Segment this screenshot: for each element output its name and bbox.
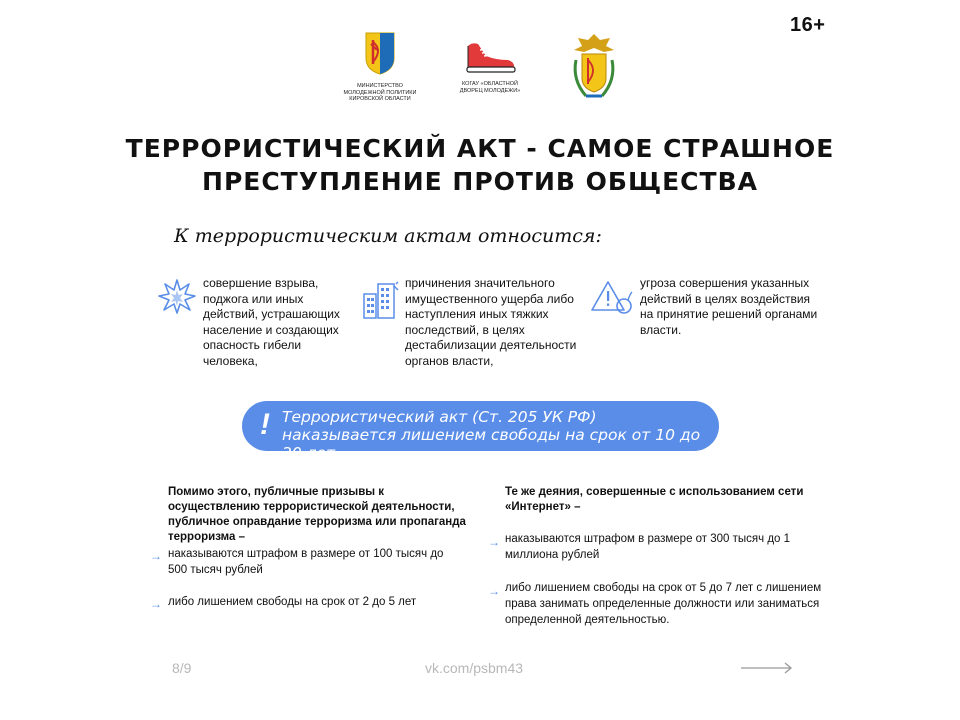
item-damage: причинения значительного имущественного ущерба либо наступления иных тяжких последствий, в целях дестабилизации деятельности органов власти,	[405, 276, 577, 368]
title-line-2: ПРЕСТУПЛЕНИЕ ПРОТИВ ОБЩЕСТВА	[202, 167, 758, 196]
ministry-caption: МИНИСТЕРСТВО МОЛОДЕЖНОЙ ПОЛИТИКИ КИРОВСКОЙ ОБЛАСТИ	[343, 83, 417, 102]
next-arrow-icon[interactable]	[740, 661, 794, 675]
section-subtitle: К террористическим актам относится:	[174, 225, 602, 247]
explosion-icon	[156, 276, 198, 316]
right-bullet-1: наказываются штрафом в размере от 300 тысяч до 1 миллиона рублей	[505, 533, 791, 561]
title-line-1: ТЕРРОРИСТИЧЕСКИЙ АКТ - САМОЕ СТРАШНОЕ	[125, 134, 835, 163]
ministry-emblem-icon	[363, 30, 397, 76]
exclamation-icon: !	[260, 408, 270, 441]
item-explosion: совершение взрыва, поджога или иных действий, устрашающих население и создающих опасность гибели человека,	[203, 276, 340, 368]
arrow-icon: →	[150, 549, 162, 563]
penalty-banner	[242, 401, 719, 462]
banner-text: Террористический акт (Ст. 205 УК РФ) наказывается лишением свободы на срок от 10 до 20 лет.	[282, 408, 701, 462]
item-threat: угроза совершения указанных действий в целях воздействия на принятие решений органами власти.	[640, 276, 818, 337]
police-emblem-icon	[568, 30, 620, 102]
left-bullet-2: либо лишением свободы на срок от 2 до 5 лет	[168, 596, 417, 608]
sneaker-icon	[462, 40, 518, 74]
palace-caption: КОГАУ «ОБЛАСТНОЙ ДВОРЕЦ МОЛОДЕЖИ»	[459, 81, 521, 94]
arrow-icon: →	[150, 597, 162, 611]
right-bullet-2: либо лишением свободы на срок от 5 до 7 лет с лишением права занимать определенные должности или заниматься определенной деятельностью.	[505, 582, 822, 626]
police-logo	[566, 30, 622, 107]
page-number: 8/9	[172, 660, 192, 676]
page-title	[80, 132, 880, 198]
palace-logo	[450, 40, 530, 94]
vk-link[interactable]: vk.com/psbm43	[425, 660, 524, 676]
buildings-icon	[360, 280, 400, 320]
warning-bomb-icon	[590, 278, 634, 318]
arrow-icon: →	[488, 535, 500, 549]
arrow-icon: →	[488, 584, 500, 598]
ministry-logo	[340, 30, 420, 103]
right-column-heading: Те же деяния, совершенные с использованием сети «Интернет» –	[505, 486, 804, 513]
left-bullet-1: наказываются штрафом в размере от 100 тысяч до 500 тысяч рублей	[168, 548, 444, 576]
age-rating: 16+	[790, 14, 826, 36]
left-column-heading: Помимо этого, публичные призывы к осуществлению террористической деятельности, публичное оправдание терроризма или пропаганда терроризма –	[168, 486, 466, 543]
